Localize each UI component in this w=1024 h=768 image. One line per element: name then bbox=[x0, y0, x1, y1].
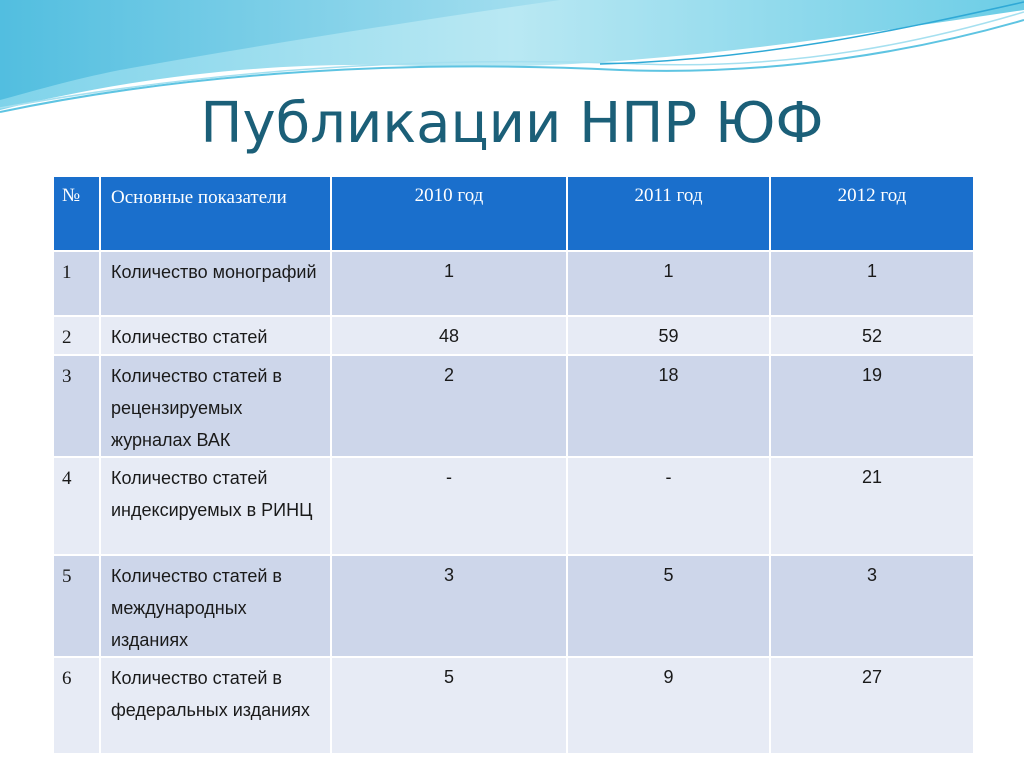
row-number: 2 bbox=[53, 316, 100, 355]
row-number: 6 bbox=[53, 657, 100, 754]
row-value-2011: 5 bbox=[567, 555, 770, 657]
row-value-2010: 3 bbox=[331, 555, 567, 657]
table-header-row bbox=[53, 176, 974, 251]
row-indicator: Количество статей в рецензируемых журналах ВАК bbox=[100, 355, 331, 457]
row-value-2012: 21 bbox=[770, 457, 974, 555]
row-number: 4 bbox=[53, 457, 100, 555]
row-indicator: Количество монографий bbox=[100, 251, 331, 316]
row-value-2010: 5 bbox=[331, 657, 567, 754]
row-value-2012: 52 bbox=[770, 316, 974, 355]
row-number: 1 bbox=[53, 251, 100, 316]
table-row bbox=[53, 555, 974, 657]
row-value-2011: - bbox=[567, 457, 770, 555]
table-row bbox=[53, 657, 974, 754]
row-number: 5 bbox=[53, 555, 100, 657]
row-value-2012: 3 bbox=[770, 555, 974, 657]
row-number: 3 bbox=[53, 355, 100, 457]
header-indicator: Основные показатели bbox=[100, 176, 331, 251]
row-indicator: Количество статей в международных изданиях bbox=[100, 555, 331, 657]
row-value-2012: 19 bbox=[770, 355, 974, 457]
header-year-2010: 2010 год bbox=[331, 176, 567, 251]
row-indicator: Количество статей в федеральных изданиях bbox=[100, 657, 331, 754]
row-value-2010: 2 bbox=[331, 355, 567, 457]
row-indicator: Количество статей индексируемых в РИНЦ bbox=[100, 457, 331, 555]
row-indicator: Количество статей bbox=[100, 316, 331, 355]
row-value-2011: 1 bbox=[567, 251, 770, 316]
header-year-2011: 2011 год bbox=[567, 176, 770, 251]
header-year-2012: 2012 год bbox=[770, 176, 974, 251]
row-value-2010: 1 bbox=[331, 251, 567, 316]
table-row bbox=[53, 355, 974, 457]
row-value-2012: 1 bbox=[770, 251, 974, 316]
publications-table bbox=[52, 175, 975, 755]
table-row bbox=[53, 251, 974, 316]
row-value-2011: 18 bbox=[567, 355, 770, 457]
row-value-2012: 27 bbox=[770, 657, 974, 754]
table-row bbox=[53, 316, 974, 355]
header-number: № bbox=[53, 176, 100, 251]
slide-title: Публикации НПР ЮФ bbox=[200, 91, 824, 156]
row-value-2010: 48 bbox=[331, 316, 567, 355]
row-value-2011: 9 bbox=[567, 657, 770, 754]
row-value-2010: - bbox=[331, 457, 567, 555]
table-row bbox=[53, 457, 974, 555]
row-value-2011: 59 bbox=[567, 316, 770, 355]
